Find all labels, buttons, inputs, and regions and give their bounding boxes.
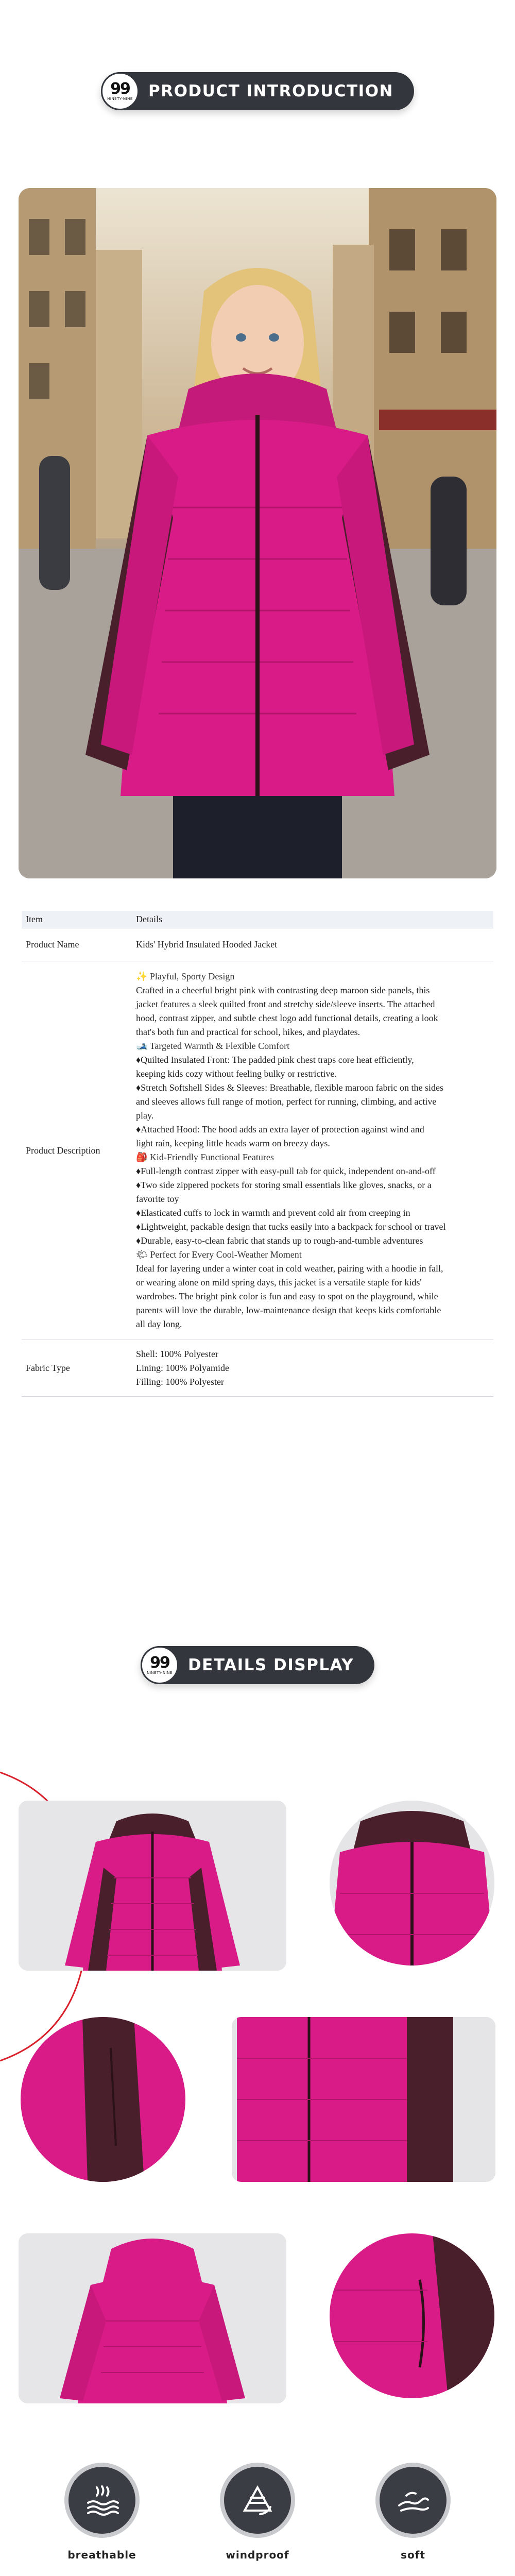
row-key: Product Description	[22, 961, 132, 1340]
row-value: Kids' Hybrid Insulated Hooded Jacket	[132, 928, 493, 961]
jacket-front-illustration	[19, 1801, 286, 1971]
section-header-details-display	[141, 1646, 374, 1684]
header-details: Details	[132, 911, 493, 928]
table-row-product-name	[22, 928, 493, 961]
table-row-fabric	[22, 1340, 493, 1397]
section-title: PRODUCT INTRODUCTION	[148, 82, 394, 100]
feature-label: soft	[401, 2549, 425, 2561]
fabric-cell	[132, 1340, 493, 1397]
desc-line: all day long.	[136, 1319, 182, 1329]
desc-line: ♦Lightweight, packable design that tucks easily into a backpack for school or travel	[136, 1222, 446, 1232]
desc-line: ♦Stretch Softshell Sides & Sleeves: Breathable, flexible maroon fabric on the sides	[136, 1082, 444, 1093]
breathable-icon	[64, 2463, 140, 2538]
detail-image-pocket	[330, 2233, 494, 2398]
description-cell	[132, 961, 493, 1340]
desc-line: jacket features a sleek quilted front and stretchy side/sleeve inserts. The attached	[136, 999, 435, 1009]
desc-line: 🎿 Targeted Warmth & Flexible Comfort	[136, 1041, 290, 1051]
desc-line: 🎒 Kid-Friendly Functional Features	[136, 1152, 274, 1162]
jacket-back-illustration	[19, 2233, 286, 2403]
desc-line: keeping kids cozy without feeling bulky or restrictive.	[136, 1069, 337, 1079]
desc-line: that's both fun and practical for school, hikes, and playdates.	[136, 1027, 360, 1037]
row-key: Fabric Type	[22, 1340, 132, 1397]
side-panel-illustration	[21, 2017, 185, 2182]
desc-line: ✨ Playful, Sporty Design	[136, 971, 235, 981]
desc-line: play.	[136, 1110, 154, 1121]
desc-line: ♦Attached Hood: The hood adds an extra layer of protection against wind and	[136, 1124, 424, 1134]
desc-line: ♦Elasticated cuffs to lock in warmth and prevent cold air from creeping in	[136, 1208, 410, 1218]
desc-line: favorite toy	[136, 1194, 179, 1204]
windproof-icon	[220, 2463, 295, 2538]
hero-illustration	[19, 188, 496, 878]
desc-line: 🌤 Perfect for Every Cool-Weather Moment	[136, 1249, 302, 1260]
desc-line: Crafted in a cheerful bright pink with contrasting deep maroon side panels, this	[136, 985, 430, 995]
desc-line: ♦Two side zippered pockets for storing small essentials like gloves, snacks, or a	[136, 1180, 432, 1190]
section-header-product-introduction	[101, 72, 414, 110]
section-title: DETAILS DISPLAY	[187, 1656, 354, 1674]
desc-line: light rain, keeping little heads warm on breezy days.	[136, 1138, 330, 1148]
desc-line: and sleeves allows full range of motion, perfect for running, climbing, and active	[136, 1096, 437, 1107]
desc-line: hood, contrast zipper, and subtle chest logo add functional details, creating a look	[136, 1013, 438, 1023]
product-spec-table	[22, 911, 493, 1397]
pocket-illustration	[330, 2233, 494, 2398]
hero-product-photo	[19, 188, 496, 878]
fabric-line: Shell: 100% Polyester	[136, 1349, 218, 1359]
table-header-row	[22, 911, 493, 928]
desc-line: or wearing alone on mild spring days, this jacket is a versatile staple for kids'	[136, 1277, 422, 1287]
feature-breathable	[50, 2463, 153, 2562]
header-item: Item	[22, 911, 132, 928]
row-key: Product Name	[22, 928, 132, 961]
desc-line: ♦Full-length contrast zipper with easy-pull tab for quick, independent on-and-off	[136, 1166, 436, 1176]
fabric-line: Filling: 100% Polyester	[136, 1377, 224, 1387]
table-row-description	[22, 961, 493, 1340]
feature-label: windproof	[226, 2549, 289, 2561]
desc-line: Ideal for layering under a winter coat in cold weather, pairing with a hoodie in fall,	[136, 1263, 443, 1274]
desc-line: wardrobes. The bright pink color is fun and easy to spot on the playground, while	[136, 1291, 438, 1301]
torso-illustration	[232, 2017, 495, 2182]
fabric-line: Lining: 100% Polyamide	[136, 1363, 229, 1373]
detail-image-side-panel	[21, 2017, 185, 2182]
detail-image-jacket-front	[19, 1801, 286, 1971]
feature-windproof	[206, 2463, 309, 2562]
detail-image-hood-zipper	[330, 1801, 494, 1965]
hood-closeup-illustration	[330, 1801, 494, 1965]
feature-label: breathable	[67, 2549, 136, 2561]
brand-logo: 99 NINETY-NINE	[141, 1646, 179, 1684]
soft-icon	[375, 2463, 451, 2538]
feature-soft	[362, 2463, 465, 2562]
desc-line: ♦Quilted Insulated Front: The padded pink chest traps core heat efficiently,	[136, 1055, 414, 1065]
detail-image-jacket-back	[19, 2233, 286, 2403]
brand-logo: 99 NINETY-NINE	[101, 72, 139, 110]
desc-line: parents will love the durable, low-maintenance design that keeps kids comfortable	[136, 1305, 441, 1315]
desc-line: ♦Durable, easy-to-clean fabric that stands up to rough-and-tumble adventures	[136, 1235, 423, 1246]
detail-image-torso	[232, 2017, 495, 2182]
